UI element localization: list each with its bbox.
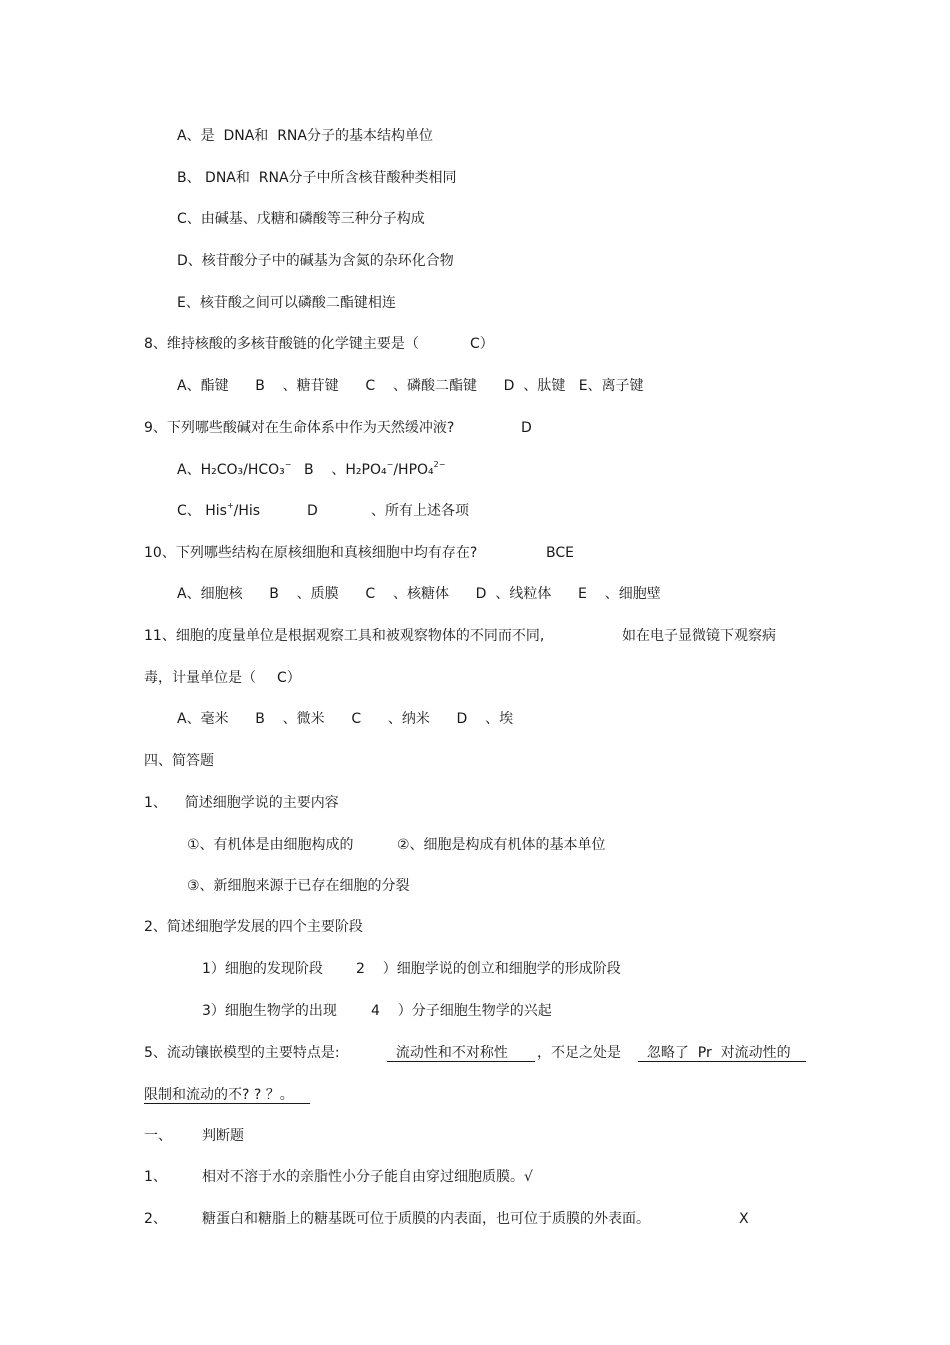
q9-option-d-label: D [307,503,318,519]
s4-q1-answer1: ①、有机体是由细胞构成的 [187,837,354,853]
q9-option-b [304,461,445,479]
q11-answer: C） [277,670,301,686]
q7-option-c: C、由碱基、戊糖和磷酸等三种分子构成 [177,211,425,227]
s4-q1-answer2: ②、细胞是构成有机体的基本单位 [397,837,606,853]
q7-option-e: E、核苷酸之间可以磷酸二酯键相连 [177,295,396,311]
q9-option-b-pair2: /HPO₄ [393,462,434,478]
s4-q1-title: 1、 简述细胞学说的主要内容 [144,795,339,811]
q8-answer: C） [470,336,494,352]
s4-q2-answer1: 1）细胞的发现阶段 [202,961,323,977]
q10-answer: BCE [546,545,574,561]
s4-q5-mid: ，不足之处是 [537,1045,621,1061]
q10-options: A、细胞核 B 、质膜 C 、核糖体 D 、线粒体 E 、细胞壁 [177,586,661,602]
s4-q5-blank1: 流动性和不对称性 [387,1044,535,1062]
section1-title: 判断题 [202,1128,244,1144]
q11-options: A、毫米 B 、微米 C 、纳米 D 、埃 [177,711,514,727]
q7-option-d: D、核苷酸分子中的碱基为含氮的杂环化合物 [177,253,454,269]
section1-number: 一、 [144,1128,172,1144]
s4-q1-answer3: ③、新细胞来源于已存在细胞的分裂 [187,878,410,894]
q11-question-line1b: 如在电子显微镜下观察病 [622,628,776,644]
q9-option-b-pair: H₂PO₄ [345,462,387,478]
q9-answer: D [521,420,532,436]
q9-option-c: C、 His+/His [177,501,261,519]
s1-q2-mark: X [739,1211,749,1227]
s4-q2-title: 2、简述细胞学发展的四个主要阶段 [144,919,363,935]
q9-option-a-charge: − [284,460,292,469]
q9-option-a-pair: H₂CO₃/HCO₃ [200,462,285,478]
s1-q2-number: 2、 [144,1211,167,1227]
s1-q2-text: 糖蛋白和糖脂上的糖基既可位于质膜的内表面，也可位于质膜的外表面。 [202,1211,650,1227]
q9-option-a-label: A、 [177,462,201,478]
q9-option-c-charge: + [226,501,234,510]
q9-option-b-charge2: 2− [433,460,446,469]
s1-q1-mark: √ [524,1169,533,1185]
q11-question-line2: 毒，计量单位是（ [144,670,256,686]
s4-q5-blank3: 限制和流动的不? ? ？。 [144,1086,310,1104]
q8-question: 8、维持核酸的多核苷酸链的化学键主要是（ [144,336,419,352]
section4-title: 四、简答题 [144,753,214,769]
q9-option-d-text: 、所有上述各项 [371,503,469,519]
s1-q1-number: 1、 [144,1169,167,1185]
q9-option-b-label: B 、 [304,462,346,478]
q9-question: 9、下列哪些酸碱对在生命体系中作为天然缓冲液? [144,420,455,436]
s4-q2-answer2: 2 ）细胞学说的创立和细胞学的形成阶段 [356,961,621,977]
s4-q2-answer4: 4 ）分子细胞生物学的兴起 [371,1003,552,1019]
q7-option-b: B、 DNA和 RNA分子中所含核苷酸种类相同 [177,170,457,186]
s1-q1-text: 相对不溶于水的亲脂性小分子能自由穿过细胞质膜。√ [202,1169,533,1185]
q9-option-ab [177,461,291,479]
q11-question-line1: 11、细胞的度量单位是根据观察工具和被观察物体的不同而不同, [144,628,545,644]
s4-q5-blank2: 忽略了 Pr 对流动性的 [638,1044,806,1062]
s4-q2-answer3: 3）细胞生物学的出现 [202,1003,337,1019]
s4-q5-question: 5、流动镶嵌模型的主要特点是: [144,1045,340,1061]
q10-question: 10、下列哪些结构在原核细胞和真核细胞中均有存在? [144,545,478,561]
q9-option-b-charge: − [386,460,394,469]
q8-options: A、酯键 B 、糖苷键 C 、磷酸二酯键 D 、肽键 E、离子键 [177,378,644,394]
q7-option-a: A、是 DNA和 RNA分子的基本结构单位 [177,128,433,144]
